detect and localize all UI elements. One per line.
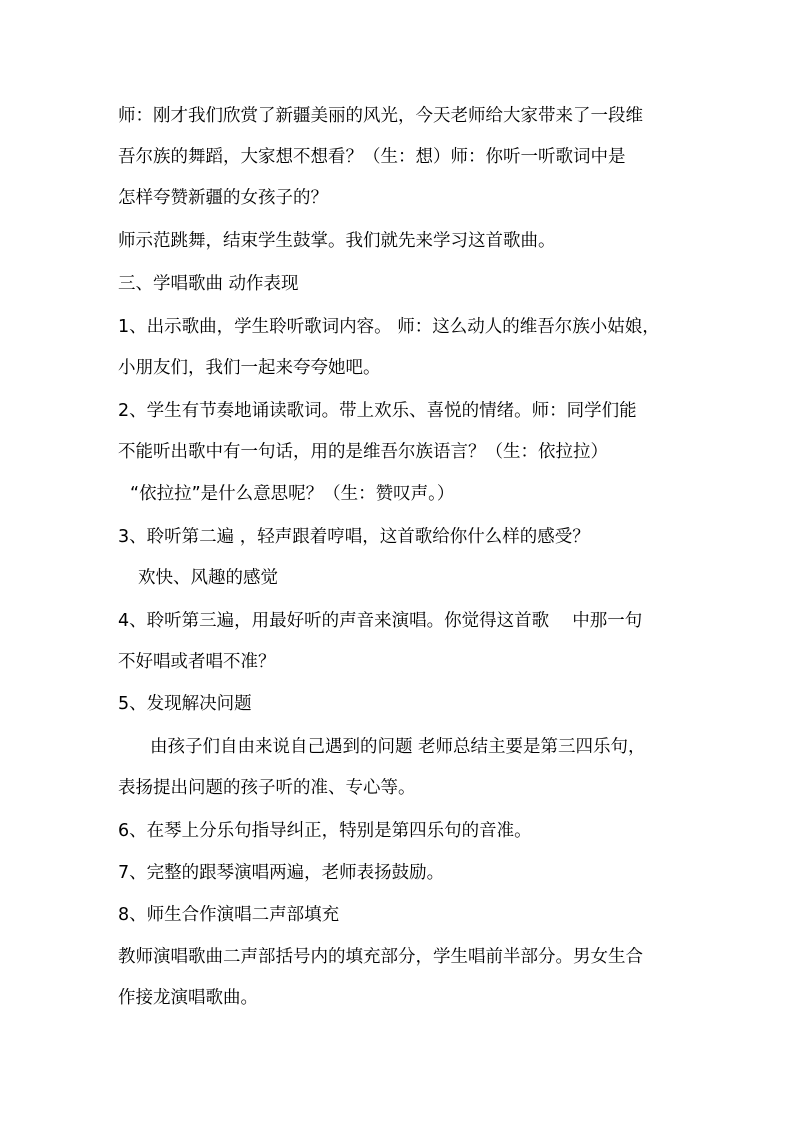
paragraph-line: “依拉拉”是什么意思呢？（生：赞叹声。） [130,484,455,504]
paragraph-line: 表扬提出问题的孩子听的准、专心等。 [118,778,416,798]
paragraph-line: 吾尔族的舞蹈，大家想不想看？（生：想）师：你听一听歌词中是 [118,147,626,167]
paragraph-line: 由孩子们自由来说自己遇到的问题 老师总结主要是第三四乐句， [150,737,646,757]
paragraph-line: 8、师生合作演唱二声部填充 [118,905,340,925]
paragraph-line: 师示范跳舞，结束学生鼓掌。我们就先来学习这首歌曲。 [118,231,556,251]
paragraph-line: 4、聆听第三遍，用最好听的声音来演唱。你觉得这首歌 中那一句 [118,611,643,631]
paragraph-line: 怎样夸赞新疆的女孩子的？ [118,188,328,208]
paragraph-line: 6、在琴上分乐句指导纠正，特别是第四乐句的音准。 [118,821,532,841]
paragraph-line: 欢快、风趣的感觉 [138,568,278,588]
paragraph-line: 3、聆听第二遍 ，轻声跟着哼唱，这首歌给你什么样的感受？ [118,527,590,547]
paragraph-line: 不能听出歌中有一句话，用的是维吾尔族语言？（生：依拉拉） [118,442,608,462]
paragraph-line: 小朋友们，我们一起来夸夸她吧。 [118,358,381,378]
paragraph-line: 作接龙演唱歌曲。 [118,988,258,1008]
paragraph-line: 不好唱或者唱不准？ [118,652,276,672]
paragraph-line: 7、完整的跟琴演唱两遍，老师表扬鼓励。 [118,863,445,883]
section-heading: 三、学唱歌曲 动作表现 [118,274,299,294]
paragraph-line: 5、发现解决问题 [118,694,252,714]
paragraph-line: 1、出示歌曲，学生聆听歌词内容。 师：这么动人的维吾尔族小姑娘， [118,317,660,337]
paragraph-line: 2、学生有节奏地诵读歌词。带上欢乐、喜悦的情绪。师：同学们能 [118,401,637,421]
paragraph-line: 师：刚才我们欣赏了新疆美丽的风光，今天老师给大家带来了一段维 [118,106,643,126]
paragraph-line: 教师演唱歌曲二声部括号内的填充部分，学生唱前半部分。男女生合 [118,947,643,967]
